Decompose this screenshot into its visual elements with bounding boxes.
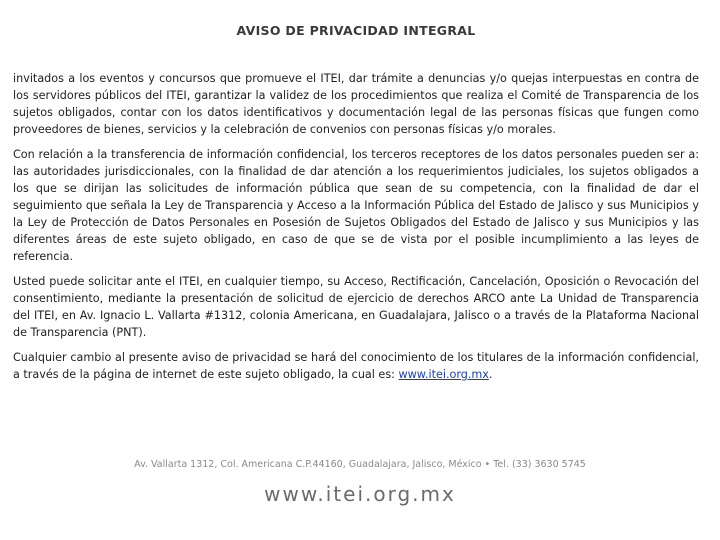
paragraph-changes [13,349,699,383]
paragraph-purposes: invitados a los eventos y concursos que promueve el ITEI, dar trámite a denuncias y/o quejas interpuestas en contra de los servidores públicos del ITEI, garantizar la validez de los procedimientos que realiza el Comité de Transparencia de los sujetos obligados, contar con los datos identificativos y documentación legal de las personas físicas que fungen como proveedores de bienes, servicios y la celebración de convenios con personas físicas y/o morales. [13,72,699,136]
paragraph-changes-end: . [488,368,493,381]
website-link[interactable]: www.itei.org.mx [398,368,489,381]
document-body [13,70,699,391]
footer-website: www.itei.org.mx [264,482,456,506]
footer-address: Av. Vallarta 1312, Col. Americana C.P.44160, Guadalajara, Jalisco, México • Tel. (33) 3630 5745 [134,459,586,470]
paragraph-transfers: Con relación a la transferencia de información confidencial, los terceros receptores de los datos personales pueden ser a: las autoridades jurisdiccionales, con la finalidad de dar atención a los requerimientos judiciales, los sujetos obligados a los que se dirijan las solicitudes de información pública que sean de su competencia, con la finalidad de dar el seguimiento que señala la Ley de Transparencia y Acceso a la Información Pública del Estado de Jalisco y sus Municipios y la Ley de Protección de Datos Personales en Posesión de Sujetos Obligados del Estado de Jalisco y sus Municipios y las diferentes áreas de este sujeto obligado, en caso de que se de vista por el posible incumplimiento a las leyes de referencia. [13,148,699,263]
paragraph-arco-rights: Usted puede solicitar ante el ITEI, en cualquier tiempo, su Acceso, Rectificación, Cancelación, Oposición o Revocación del consentimiento, mediante la presentación de solicitud de ejercicio de derechos ARCO ante La Unidad de Transparencia del ITEI, en Av. Ignacio L. Vallarta #1312, colonia Americana, en Guadalajara, Jalisco o a través de la Plataforma Nacional de Transparencia (PNT). [13,275,699,339]
document-title: AVISO DE PRIVACIDAD INTEGRAL [236,23,476,38]
paragraph-changes-text: Cualquier cambio al presente aviso de privacidad se hará del conocimiento de los titulares de la información confidencial, a través de la página de internet de este sujeto obligado, la cual es: [13,351,699,381]
